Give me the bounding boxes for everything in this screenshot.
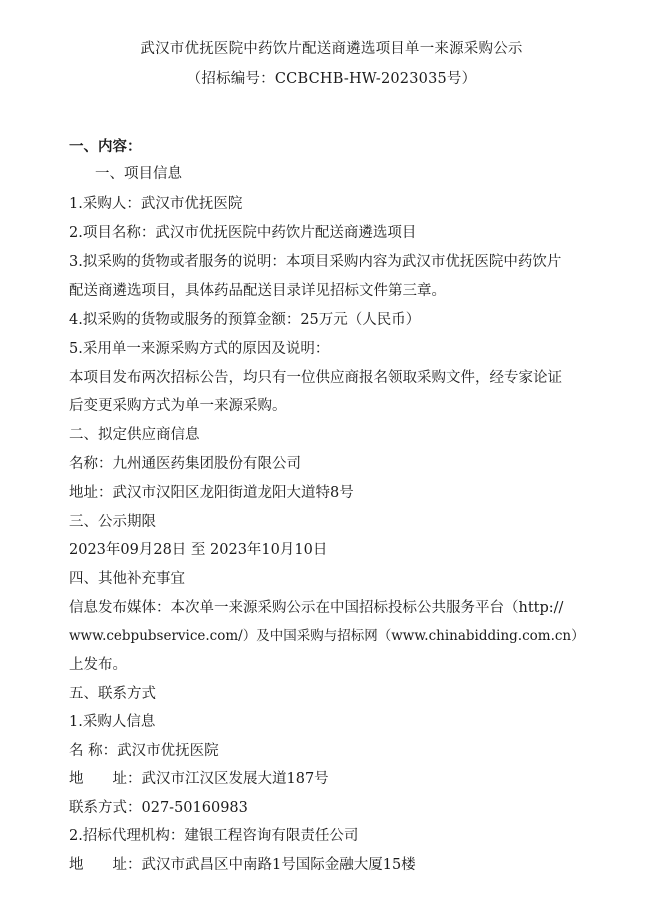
reason-text-cont: 后变更采购方式为单一来源采购。 xyxy=(69,398,287,414)
section-contact: 五、联系方式 xyxy=(69,686,156,702)
publicity-period: 2023年09月28日 至 2023年10月10日 xyxy=(69,542,328,558)
tender-number: （招标编号：CCBCHB-HW-2023035号） xyxy=(186,71,477,87)
item-goods-description-cont: 配送商遴选项目，具体药品配送目录详见招标文件第三章。 xyxy=(69,283,446,299)
supplier-address: 地址：武汉市汉阳区龙阳街道龙阳大道特8号 xyxy=(69,485,354,501)
section-period: 三、公示期限 xyxy=(69,514,156,530)
purchaser-name: 名 称：武汉市优抚医院 xyxy=(69,743,219,759)
item-single-source-reason: 5.采用单一来源采购方式的原因及说明： xyxy=(69,341,330,357)
section-other: 四、其他补充事宜 xyxy=(69,571,185,587)
purchaser-info-heading: 1.采购人信息 xyxy=(69,714,156,730)
agency-address: 地 址：武汉市武昌区中南路1号国际金融大厦15楼 xyxy=(69,857,416,873)
section-supplier: 二、拟定供应商信息 xyxy=(69,427,200,443)
media-text-cont: www.cebpubservice.com/）及中国采购与招标网（www.chinabidding.com.cn） xyxy=(69,628,585,644)
item-purchaser: 1.采购人：武汉市优抚医院 xyxy=(69,196,243,212)
purchaser-address: 地 址：武汉市江汉区发展大道187号 xyxy=(69,771,329,787)
item-project-name: 2.项目名称：武汉市优抚医院中药饮片配送商遴选项目 xyxy=(69,225,417,241)
item-goods-description: 3.拟采购的货物或者服务的说明：本项目采购内容为武汉市优抚医院中药饮片 xyxy=(69,254,562,270)
supplier-name: 名称：九州通医药集团股份有限公司 xyxy=(69,456,301,472)
content-heading: 一、内容： xyxy=(69,138,142,155)
purchaser-phone: 联系方式：027-50160983 xyxy=(69,800,248,816)
media-text-end: 上发布。 xyxy=(69,657,127,673)
document-title: 武汉市优抚医院中药饮片配送商遴选项目单一来源采购公示 xyxy=(140,41,523,57)
media-text: 信息发布媒体：本次单一来源采购公示在中国招标投标公共服务平台（http:// xyxy=(69,600,564,616)
item-budget: 4.拟采购的货物或服务的预算金额：25万元（人民币） xyxy=(69,312,421,328)
section-project-info: 一、项目信息 xyxy=(95,166,182,182)
reason-text: 本项目发布两次招标公告，均只有一位供应商报名领取采购文件，经专家论证 xyxy=(69,370,562,386)
agency-name: 2.招标代理机构：建银工程咨询有限责任公司 xyxy=(69,828,359,844)
